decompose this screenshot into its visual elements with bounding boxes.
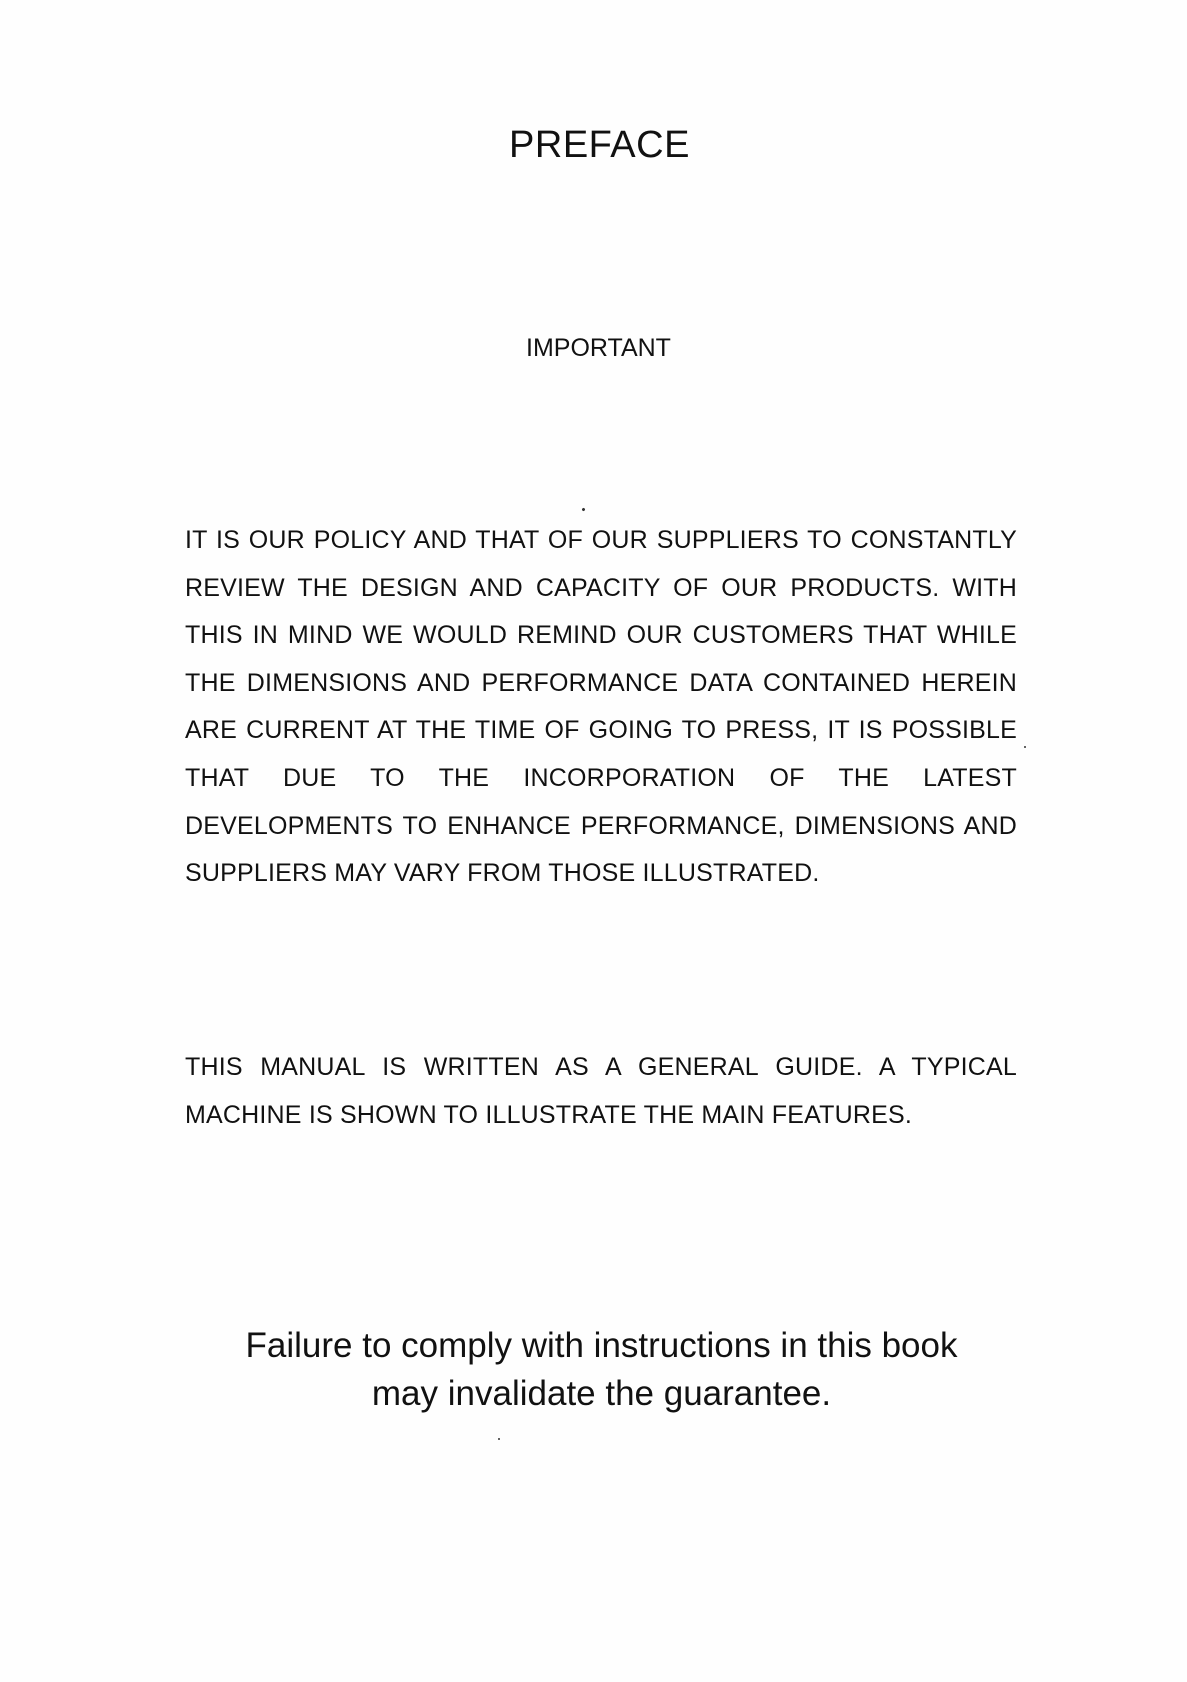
scan-speck [498, 1438, 500, 1440]
page-title: PREFACE [509, 124, 690, 166]
section-heading: IMPORTANT [526, 334, 671, 362]
guarantee-warning [0, 1322, 1187, 1418]
manual-guide-paragraph: THIS MANUAL IS WRITTEN AS A GENERAL GUIDE. A TYPICAL MACHINE IS SHOWN TO ILLUSTRATE THE MAIN FEATURES. [185, 1053, 1017, 1129]
policy-paragraph: IT IS OUR POLICY AND THAT OF OUR SUPPLIERS TO CONSTANTLY REVIEW THE DESIGN AND CAPACITY OF OUR PRODUCTS. WITH THIS IN MIND WE WOULD REMIND OUR CUSTOMERS THAT WHILE THE DIMENSIONS AND PERFORMANCE DATA CONTAINED HEREIN ARE CURRENT AT THE TIME OF GOING TO PRESS, IT IS POSSIBLE THAT DUE TO THE INCORPORATION OF THE LATEST DEVELOPMENTS TO ENHANCE PERFORMANCE, DIMENSIONS AND SUPPLIERS MAY VARY FROM THOSE ILLUSTRATED. [185, 526, 1017, 888]
scan-speck [1024, 746, 1026, 748]
warning-line: Failure to comply with instructions in this book [245, 1326, 958, 1365]
scan-speck [581, 507, 585, 511]
warning-line: may invalidate the guarantee. [371, 1374, 832, 1413]
